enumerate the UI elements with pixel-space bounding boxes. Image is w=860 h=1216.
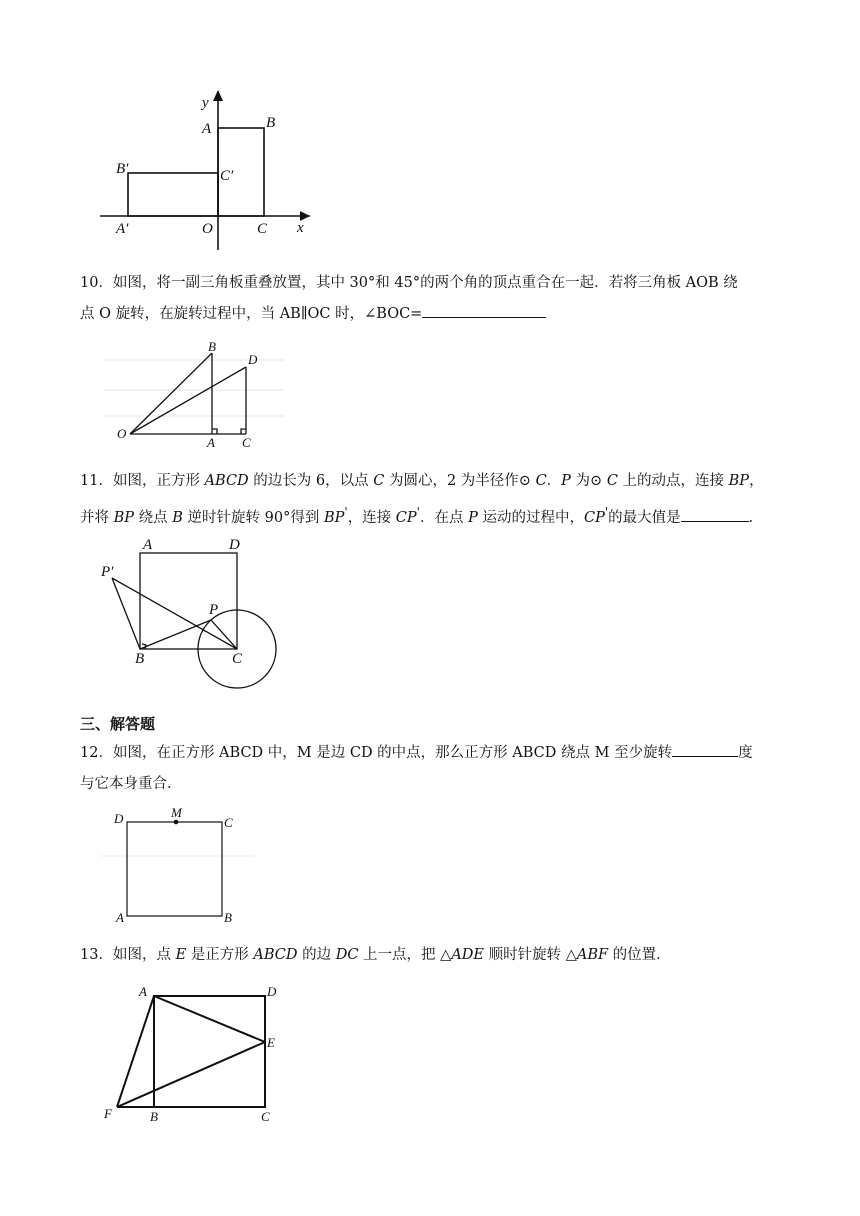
q11-var: P [561, 473, 571, 489]
question-12-unit: 度 [738, 745, 753, 761]
q11-text: 上的动点，连接 [617, 473, 729, 489]
label-o: O [117, 426, 127, 441]
q11-text: 并将 [80, 509, 114, 526]
q11-var: BP [323, 509, 345, 526]
q11-var: B [172, 509, 183, 526]
q11-var: C [373, 473, 385, 489]
answer-blank-11[interactable] [681, 506, 749, 522]
q11-text: 的边长为 6，以点 [248, 473, 374, 489]
label-d: D [114, 811, 124, 826]
label-o: O [202, 221, 213, 237]
q11-prime: ' [344, 505, 348, 519]
figure-rotation-svg [95, 978, 295, 1128]
q11-var: CP [583, 509, 605, 526]
label-b-prime: B′ [116, 161, 129, 177]
question-13-line-1 [80, 940, 785, 971]
question-10 [80, 268, 785, 330]
q11-text: 11．如图，正方形 [80, 473, 205, 489]
q11-var: BP [113, 509, 135, 526]
q13-var: E [175, 947, 187, 963]
q13-var: DC [335, 947, 359, 963]
q13-text: 顺时针旋转 [484, 947, 566, 963]
segment-ae [154, 996, 265, 1042]
question-10-line-1: 10．如图，将一副三角板重叠放置，其中 30°和 45°的两个角的顶点重合在一起．若将三角板 AOB 绕 [80, 275, 738, 291]
label-d: D [248, 352, 258, 367]
q11-text: ， [749, 473, 764, 489]
point-m [174, 820, 179, 825]
q11-text: ，连接 [347, 509, 396, 526]
square-abcd [154, 996, 265, 1107]
label-a-prime: A′ [116, 221, 129, 237]
figure-coordinate-rectangles [90, 85, 330, 245]
question-11-line-2 [80, 497, 785, 534]
segment-bp-prime [112, 578, 140, 649]
q13-text: 是正方形 [186, 947, 254, 963]
q11-var: C [535, 473, 547, 489]
square-abcd [127, 822, 222, 916]
label-c: C [261, 1109, 270, 1124]
q11-text: 绕点 [134, 509, 173, 526]
q11-prime: ' [416, 505, 420, 519]
q11-text: ． [546, 473, 562, 489]
q11-text: ． [748, 509, 764, 526]
figure-square-midpoint-svg [100, 805, 260, 930]
q13-text: 上一点，把 [358, 947, 441, 963]
label-b: B [208, 339, 216, 354]
question-10-line-2-text: 点 O 旋转，在旋转过程中，当 AB∥OC 时，∠BOC= [80, 306, 423, 322]
label-m: M [171, 805, 182, 820]
segment-fe [117, 1042, 265, 1107]
label-c: C [257, 221, 268, 237]
faint-ruled-lines [103, 360, 285, 416]
segment-pc [211, 620, 237, 649]
label-d: D [229, 537, 240, 553]
label-d: D [267, 984, 277, 999]
label-a: A [202, 121, 212, 137]
q11-var: P [468, 509, 478, 526]
label-y: y [202, 95, 209, 111]
square-abcd [140, 553, 237, 649]
q11-var: BP [728, 473, 750, 489]
label-b: B [266, 115, 276, 131]
q13-text: 的位置． [608, 947, 671, 963]
q13-var: △ADE [440, 947, 485, 963]
y-axis-arrow-icon [213, 90, 223, 101]
label-a: A [116, 910, 124, 925]
question-10-line-2 [80, 299, 785, 330]
section-heading: 三、解答题 [80, 715, 156, 733]
label-c-prime: C′ [220, 168, 234, 184]
label-a: A [139, 984, 147, 999]
label-f: F [104, 1106, 112, 1121]
question-12 [80, 738, 785, 800]
q13-text: 的边 [297, 947, 336, 963]
label-p: P [209, 602, 219, 618]
q11-text: 逆时针旋转 90°得到 [182, 509, 324, 526]
q13-var: △ABF [565, 947, 609, 963]
question-11-line-1 [80, 466, 785, 497]
q11-text: 的最大值是 [608, 509, 681, 526]
q11-var: ABCD [204, 473, 249, 489]
q13-text: 13．如图，点 [80, 947, 176, 963]
label-x: x [297, 220, 304, 236]
q11-text: 为圆心，2 为半径作⊙ [384, 473, 536, 489]
label-b: B [224, 910, 232, 925]
question-11 [80, 466, 785, 534]
question-12-line-2: 与它本身重合． [80, 776, 182, 792]
label-b: B [135, 651, 145, 667]
figure-coordinate-svg [90, 85, 330, 245]
q11-text: 为⊙ [570, 473, 607, 489]
question-12-text: 12．如图，在正方形 ABCD 中，M 是边 CD 的中点，那么正方形 ABCD 绕点 M 至少旋转 [80, 745, 673, 761]
right-angle-mark-c [241, 429, 246, 434]
figure-triangle-rulers [95, 340, 295, 450]
answer-blank-12[interactable] [672, 741, 738, 757]
q11-text: ．在点 [419, 509, 469, 526]
answer-blank-10[interactable] [422, 302, 546, 318]
segment-fa [117, 996, 154, 1107]
label-c: C [224, 815, 233, 830]
figure-square-midpoint [100, 805, 260, 930]
label-c: C [242, 435, 251, 450]
figure-square-circle-svg [95, 532, 285, 692]
figure-square-circle [95, 532, 285, 692]
q11-text: 运动的过程中， [477, 509, 584, 526]
label-p-prime: P′ [101, 564, 114, 580]
q11-var: C [606, 473, 618, 489]
label-a: A [207, 435, 215, 450]
label-e: E [267, 1035, 275, 1050]
label-a: A [143, 537, 153, 553]
question-12-line-1 [80, 738, 785, 769]
figure-rotation-square [95, 978, 295, 1128]
q11-var: CP [395, 509, 417, 526]
rectangle-oapbpcp [128, 173, 218, 216]
figure-triangles-svg [95, 340, 295, 450]
question-13 [80, 940, 785, 971]
q11-prime: ' [604, 505, 609, 519]
label-c: C [232, 651, 243, 667]
label-b: B [150, 1109, 158, 1124]
segment-cp-prime [112, 578, 237, 649]
q13-var: ABCD [253, 947, 298, 963]
right-angle-mark-a [212, 429, 217, 434]
